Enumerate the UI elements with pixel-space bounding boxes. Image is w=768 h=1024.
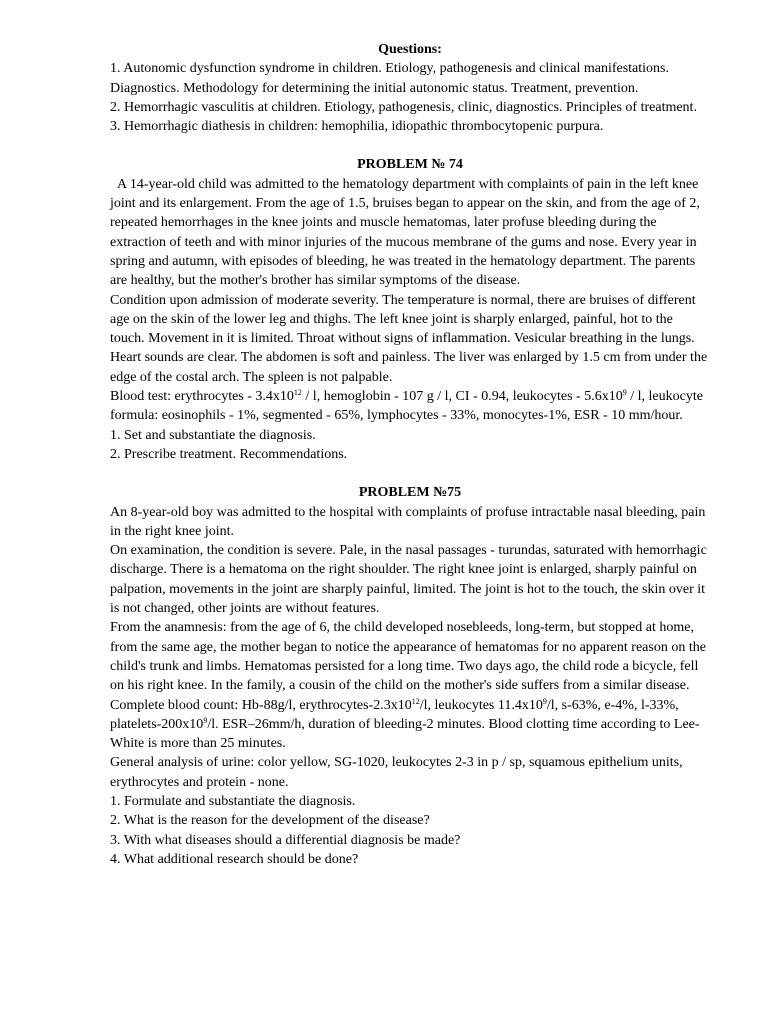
blood-test-part-a: Blood test: erythrocytes - 3.4x10 <box>110 389 294 405</box>
problem-74-task-1: 1. Set and substantiate the diagnosis. <box>110 427 316 443</box>
question-item-2: 2. Hemorrhagic vasculitis at children. Etiology, pathogenesis, clinic, diagnostics. Principles of treatment. <box>110 99 697 115</box>
question-item-3: 3. Hemorrhagic diathesis in children: hemophilia, idiopathic thrombocytopenic purpura. <box>110 119 604 135</box>
anamnesis-exponent-3: 9 <box>203 715 208 725</box>
anamnesis-exponent-2: 9 <box>542 696 547 706</box>
problem-75-task-4: 4. What additional research should be done? <box>110 851 359 867</box>
spacer <box>110 136 710 155</box>
questions-title: Questions: <box>378 42 442 57</box>
document-page <box>110 40 710 869</box>
anamnesis-part-c: /l, s-63%, e-4%, l-33%, platelets-200x10 <box>110 697 679 732</box>
problem-74-title: PROBLEM № 74 <box>357 157 463 173</box>
blood-test-part-b: / l, hemoglobin - 107 g / l, CI - 0.94, leukocytes - 5.6x10 <box>301 389 623 405</box>
spacer <box>110 464 710 483</box>
problem-75-task-3: 3. With what diseases should a differential diagnosis be made? <box>110 832 461 848</box>
question-item-1: 1. Autonomic dysfunction syndrome in children. Etiology, pathogenesis and clinical manifestations. Diagnostics. Methodology for determining the initial autonomic status. Treatment, prevention. <box>110 61 669 96</box>
problem-75-complaints: An 8-year-old boy was admitted to the hospital with complaints of profuse intractable nasal bleeding, pain in the right knee joint. <box>110 504 706 539</box>
problem-75-anamnesis <box>110 618 710 753</box>
anamnesis-exponent-1: 12 <box>411 696 420 706</box>
blood-test-part-c: / l, leukocyte formula: eosinophils - 1%, segmented - 65%, lymphocytes - 33%, monocytes-1%, ESR - 10 mm/hour. <box>110 389 703 424</box>
problem-74-blood-test <box>110 387 710 426</box>
anamnesis-part-b: /l, leukocytes 11.4x10 <box>419 697 543 713</box>
problem-75-task-1: 1. Formulate and substantiate the diagnosis. <box>110 793 356 809</box>
blood-test-exponent-2: 9 <box>622 388 627 398</box>
problem-74-condition: Condition upon admission of moderate severity. The temperature is normal, there are bruises of different age on the skin of the lower leg and thighs. The left knee joint is sharply enlarged, painful, hot to the touch. Movement in it is limited. Throat without signs of inflammation. Vesicular breathing in the lungs. Heart sounds are clear. The abdomen is soft and painless. The liver was enlarged by 1.5 cm from under the edge of the costal arch. The spleen is not palpable. <box>110 292 708 385</box>
blood-test-exponent-1: 12 <box>293 388 302 398</box>
anamnesis-part-a: From the anamnesis: from the age of 6, the child developed nosebleeds, long-term, but stopped at home, from the same age, the mother began to notice the appearance of hematomas for no apparent reason on the child's trunk and limbs. Hematomas persisted for a long time. Two days ago, the child rode a bicycle, fell on his right knee. In the family, a cousin of the child on the mother's side suffers from a similar disease. Complete blood count: Hb-88g/l, erythrocytes-2.3x10 <box>110 620 706 713</box>
problem-74-task-2: 2. Prescribe treatment. Recommendations. <box>110 446 348 462</box>
problem-75-title: PROBLEM №75 <box>358 485 462 501</box>
problem-74-history: A 14-year-old child was admitted to the hematology department with complaints of pain in the left knee joint and its enlargement. From the age of 1.5, bruises began to appear on the skin, and from the age of 2, repeated hemorrhages in the knee joints and muscle hematomas, later profuse bleeding during the extraction of teeth and with minor injuries of the mucous membrane of the gums and nose. Every year in spring and autumn, with episodes of bleeding, he was treated in the hematology department. The parents are healthy, but the mother's brother has similar symptoms of the disease. <box>110 176 700 289</box>
anamnesis-part-d: /l. ESR–26mm/h, duration of bleeding-2 minutes. Blood clotting time according to Lee-White is more than 25 minutes. <box>110 716 700 752</box>
problem-75-urine: General analysis of urine: color yellow, SG-1020, leukocytes 2-3 in p / sp, squamous epithelium units, erythrocytes and protein - none. <box>110 755 683 790</box>
problem-75-examination: On examination, the condition is severe. Pale, in the nasal passages - turundas, saturated with hemorrhagic discharge. There is a hematoma on the right shoulder. The right knee joint is enlarged, sharply painful on palpation, movements in the joint are sharply painful, limited. The joint is hot to the touch, the skin over it is not changed, other joints are without features. <box>110 543 707 617</box>
problem-75-task-2: 2. What is the reason for the development of the disease? <box>110 813 430 829</box>
